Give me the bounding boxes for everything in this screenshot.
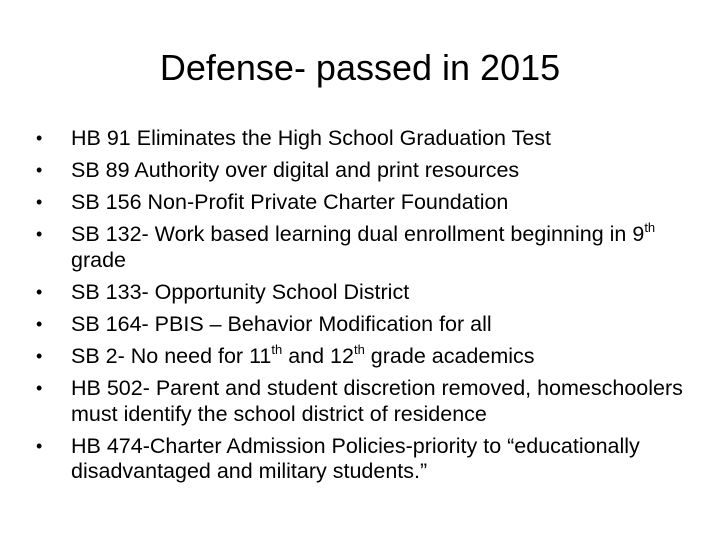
bullet-text-part: grade academics: [364, 344, 535, 369]
bullet-text: HB 502- Parent and student discretion removed, homeschoolers must identify the school district of residence: [71, 376, 683, 426]
bullet-text: SB 89 Authority over digital and print resources: [71, 158, 520, 183]
bullet-item: [36, 341, 700, 370]
ordinal-suffix: th: [644, 220, 656, 236]
bullet-text-part: and 12: [282, 344, 354, 369]
bullet-dot-icon: •: [36, 160, 43, 181]
bullet-item: [36, 280, 700, 306]
ordinal-suffix: th: [271, 341, 283, 357]
slide-title: Defense- passed in 2015: [159, 47, 561, 88]
bullet-text: HB 474-Charter Admission Policies-priority to “educationally disadvantaged and military students.”: [71, 433, 640, 484]
bullet-dot-icon: •: [36, 313, 43, 334]
bullet-item: [36, 158, 700, 184]
ordinal-suffix: th: [353, 341, 365, 357]
bullet-item: [36, 222, 700, 273]
bullet-dot-icon: •: [36, 378, 43, 399]
bullet-text: SB 133- Opportunity School District: [71, 279, 410, 304]
bullet-dot-icon: •: [36, 281, 43, 302]
bullet-dot-icon: •: [36, 346, 43, 367]
bullet-item: [36, 312, 700, 338]
bullet-text: HB 91 Eliminates the High School Graduation Test: [71, 126, 552, 150]
bullet-item: [36, 434, 700, 485]
bullet-item: [36, 190, 700, 216]
bullet-dot-icon: •: [36, 435, 43, 456]
bullet-text-part: SB 2- No need for 11: [71, 344, 272, 369]
bullet-text: [71, 222, 655, 272]
bullet-text-part: grade: [71, 247, 126, 272]
bullet-text: SB 164- PBIS – Behavior Modification for all: [71, 311, 492, 336]
bullet-text: [71, 341, 535, 369]
bullet-list: [36, 126, 700, 491]
bullet-dot-icon: •: [36, 224, 43, 245]
bullet-dot-icon: •: [36, 128, 43, 148]
bullet-dot-icon: •: [36, 192, 43, 213]
bullet-item: [36, 376, 700, 427]
bullet-text-part: SB 132- Work based learning dual enrollment beginning in 9: [71, 222, 645, 247]
bullet-item: [36, 126, 700, 152]
bullet-text: SB 156 Non-Profit Private Charter Foundation: [71, 190, 509, 215]
